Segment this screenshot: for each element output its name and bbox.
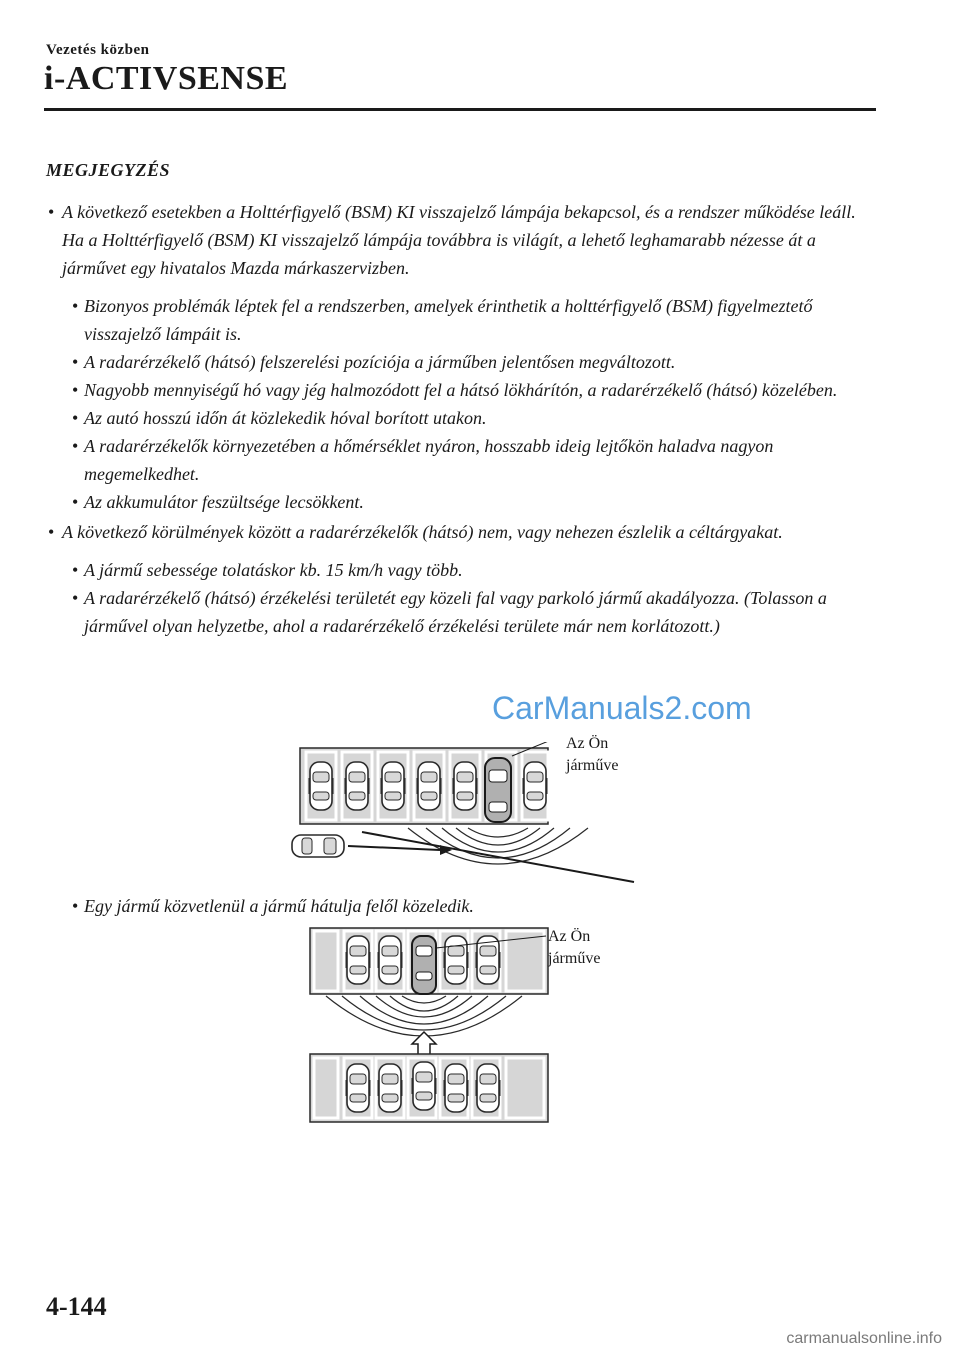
bullet-glyph: • bbox=[72, 296, 79, 316]
note-heading: MEGJEGYZÉS bbox=[46, 160, 171, 180]
bullet-text: A következő esetekben a Holttérfigyelő (BSM) KI visszajelző lámpája bekapcsol, és a rendszer működése leáll. Ha a Holttérfigyelő (BSM) KI visszajelző lámpája továbbra is világít, a lehető leghamarabb nézesse át a járművet egy hivatalos Mazda márkaszervizben. bbox=[62, 202, 856, 278]
bullet-glyph: • bbox=[72, 560, 79, 580]
footer-site-link[interactable]: carmanualsonline.info bbox=[786, 1330, 942, 1347]
list-item bbox=[0, 376, 960, 404]
sub-bullet-text: A radarérzékelő (hátsó) érzékelési területét egy közeli fal vagy parkoló jármű akadályozza. (Tolasson a járművel olyan helyzetbe, ahol a radarérzékelő érzékelési területe már nem korlátozott.) bbox=[84, 588, 827, 636]
section-kicker: Vezetés közben bbox=[46, 42, 150, 58]
sub-bullet-text: Egy jármű közvetlenül a jármű hátulja felől közeledik. bbox=[84, 896, 474, 916]
list-item bbox=[0, 584, 960, 640]
list-item bbox=[0, 892, 960, 920]
list-item bbox=[0, 292, 960, 348]
sub-bullet-text: Nagyobb mennyiségű hó vagy jég halmozódott fel a hátsó lökhárítón, a radarérzékelő (hátsó) közelében. bbox=[84, 380, 838, 400]
bullet-glyph: • bbox=[72, 588, 79, 608]
bullet-glyph: • bbox=[48, 522, 55, 542]
bullet-glyph: • bbox=[72, 896, 79, 916]
bullet-glyph: • bbox=[72, 352, 79, 372]
list-item bbox=[0, 198, 960, 282]
sub-bullet-text: Az autó hosszú időn át közlekedik hóval borított utakon. bbox=[84, 408, 487, 428]
bullet-glyph: • bbox=[48, 202, 55, 222]
list-item bbox=[0, 518, 960, 546]
chapter-title: i-ACTIVSENSE bbox=[44, 60, 289, 97]
page-number: 4-144 bbox=[46, 1292, 107, 1321]
bullet-glyph: • bbox=[72, 436, 79, 456]
figure-rear-approach bbox=[306, 926, 556, 1126]
header-rule bbox=[44, 108, 876, 111]
sub-bullet-text: A radarérzékelők környezetében a hőmérséklet nyáron, hosszabb ideig lejtőkön haladva nagyon megemelkedhet. bbox=[84, 436, 774, 484]
bullet-glyph: • bbox=[72, 408, 79, 428]
list-item bbox=[0, 404, 960, 432]
figure1-label: Az Ön járműve bbox=[566, 735, 619, 774]
list-item bbox=[0, 348, 960, 376]
bullet-glyph: • bbox=[72, 492, 79, 512]
last-sub-bullet bbox=[0, 892, 960, 920]
bullet-glyph: • bbox=[72, 380, 79, 400]
list-item bbox=[0, 432, 960, 488]
list-item bbox=[0, 488, 960, 516]
sub-bullet-text: A radarérzékelő (hátsó) felszerelési pozíciója a járműben jelentősen megváltozott. bbox=[84, 352, 676, 372]
sub-bullet-text: Az akkumulátor feszültsége lecsökkent. bbox=[84, 492, 364, 512]
bullet-text: A következő körülmények között a radarérzékelők (hátsó) nem, vagy nehezen észlelik a céltárgyakat. bbox=[62, 522, 783, 542]
sub-bullet-text: Bizonyos problémák léptek fel a rendszerben, amelyek érinthetik a holttérfigyelő (BSM) figyelmeztető visszajelző lámpáit is. bbox=[84, 296, 813, 344]
watermark-logo: CarManuals2.com bbox=[492, 690, 752, 726]
figure2-label: Az Ön járműve bbox=[548, 928, 601, 967]
list-item bbox=[0, 556, 960, 584]
sub-bullet-text: A jármű sebessége tolatáskor kb. 15 km/h vagy több. bbox=[84, 560, 463, 580]
note-bullet-list bbox=[0, 198, 960, 640]
